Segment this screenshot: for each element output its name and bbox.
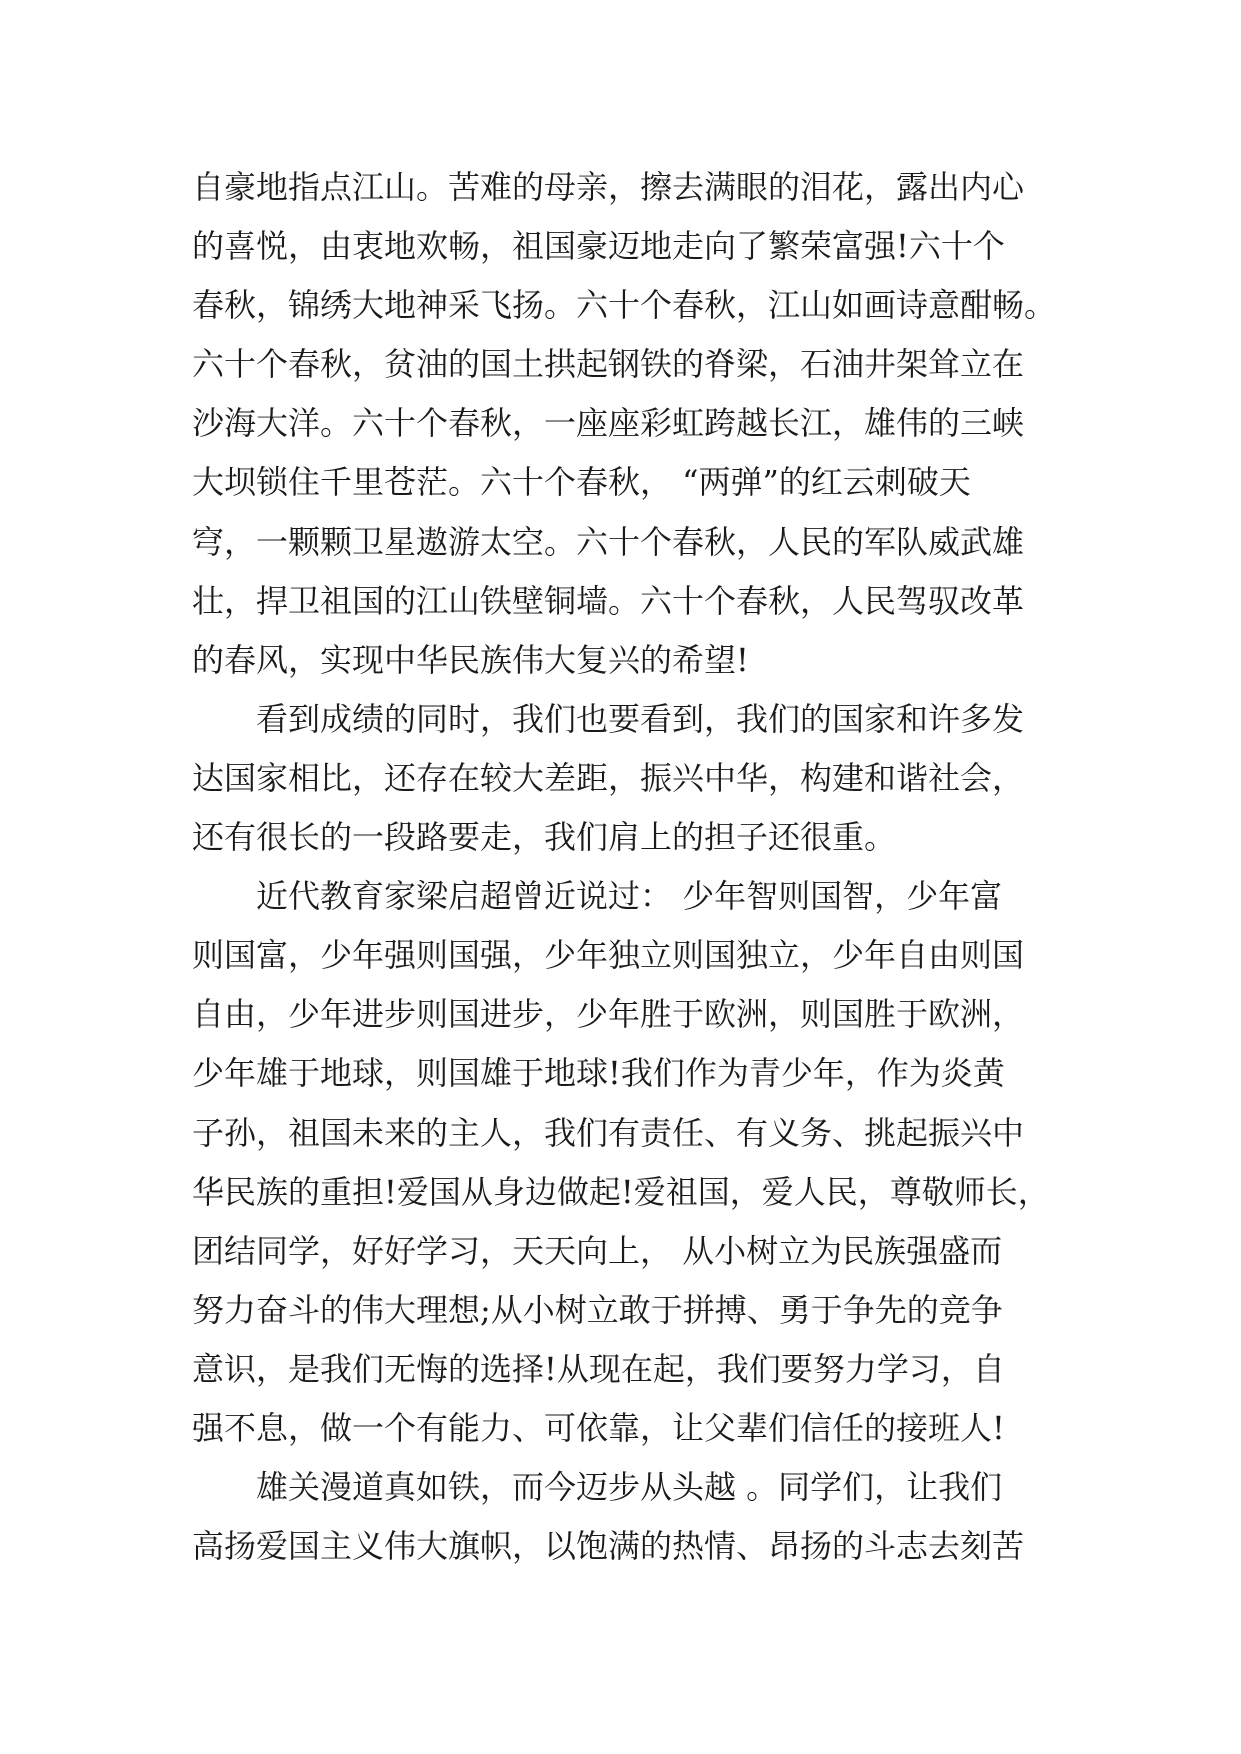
text-line: 穹，一颗颗卫星遨游太空。六十个春秋，人民的军队威武雄 [192,522,1025,561]
text-line: 自由，少年进步则国进步，少年胜于欧洲，则国胜于欧洲， [192,995,1025,1034]
text-line: 近代教育家梁启超曾近说过： 少年智则国智，少年富 [192,877,1003,916]
text-line: 意识，是我们无悔的选择!从现在起，我们要努力学习，自 [192,1349,1005,1388]
text-line: 还有很长的一段路要走，我们肩上的担子还很重。 [192,818,897,857]
text-line: 壮，捍卫祖国的江山铁壁铜墙。六十个春秋，人民驾驭改革 [192,581,1025,620]
text-line: 达国家相比，还存在较大差距，振兴中华，构建和谐社会， [192,758,1025,797]
text-line: 强不息，做一个有能力、可依靠，让父辈们信任的接班人! [192,1408,1005,1447]
text-line: 华民族的重担!爱国从身边做起!爱祖国，爱人民，尊敬师长， [192,1172,1050,1211]
text-line: 少年雄于地球，则国雄于地球!我们作为青少年，作为炎黄 [192,1054,1005,1093]
text-line: 大坝锁住千里苍茫。六十个春秋， “两弹”的红云刺破天 [192,463,971,502]
text-line: 春秋，锦绣大地神采飞扬。六十个春秋，江山如画诗意酣畅。 [192,286,1057,325]
body-text [192,158,1057,1576]
text-line: 努力奋斗的伟大理想;从小树立敢于拼搏、勇于争先的竞争 [192,1290,1003,1329]
text-line: 的喜悦，由衷地欢畅，祖国豪迈地走向了繁荣富强!六十个 [192,227,1005,266]
text-line: 自豪地指点江山。苦难的母亲，擦去满眼的泪花，露出内心 [192,168,1025,206]
text-line: 团结同学，好好学习，天天向上， 从小树立为民族强盛而 [192,1231,1003,1270]
text-line: 子孙，祖国未来的主人，我们有责任、有义务、挑起振兴中 [192,1113,1025,1152]
text-line: 看到成绩的同时，我们也要看到，我们的国家和许多发 [192,699,1025,738]
text-line: 高扬爱国主义伟大旗帜，以饱满的热情、昂扬的斗志去刻苦 [192,1527,1025,1566]
text-line: 沙海大洋。六十个春秋，一座座彩虹跨越长江，雄伟的三峡 [192,404,1025,443]
text-line: 雄关漫道真如铁，而今迈步从头越 。同学们，让我们 [192,1468,1003,1507]
text-line: 则国富，少年强则国强，少年独立则国独立，少年自由则国 [192,936,1025,975]
text-line: 的春风，实现中华民族伟大复兴的希望! [192,640,749,679]
text-line: 六十个春秋，贫油的国土拱起钢铁的脊梁，石油井架耸立在 [192,345,1025,384]
